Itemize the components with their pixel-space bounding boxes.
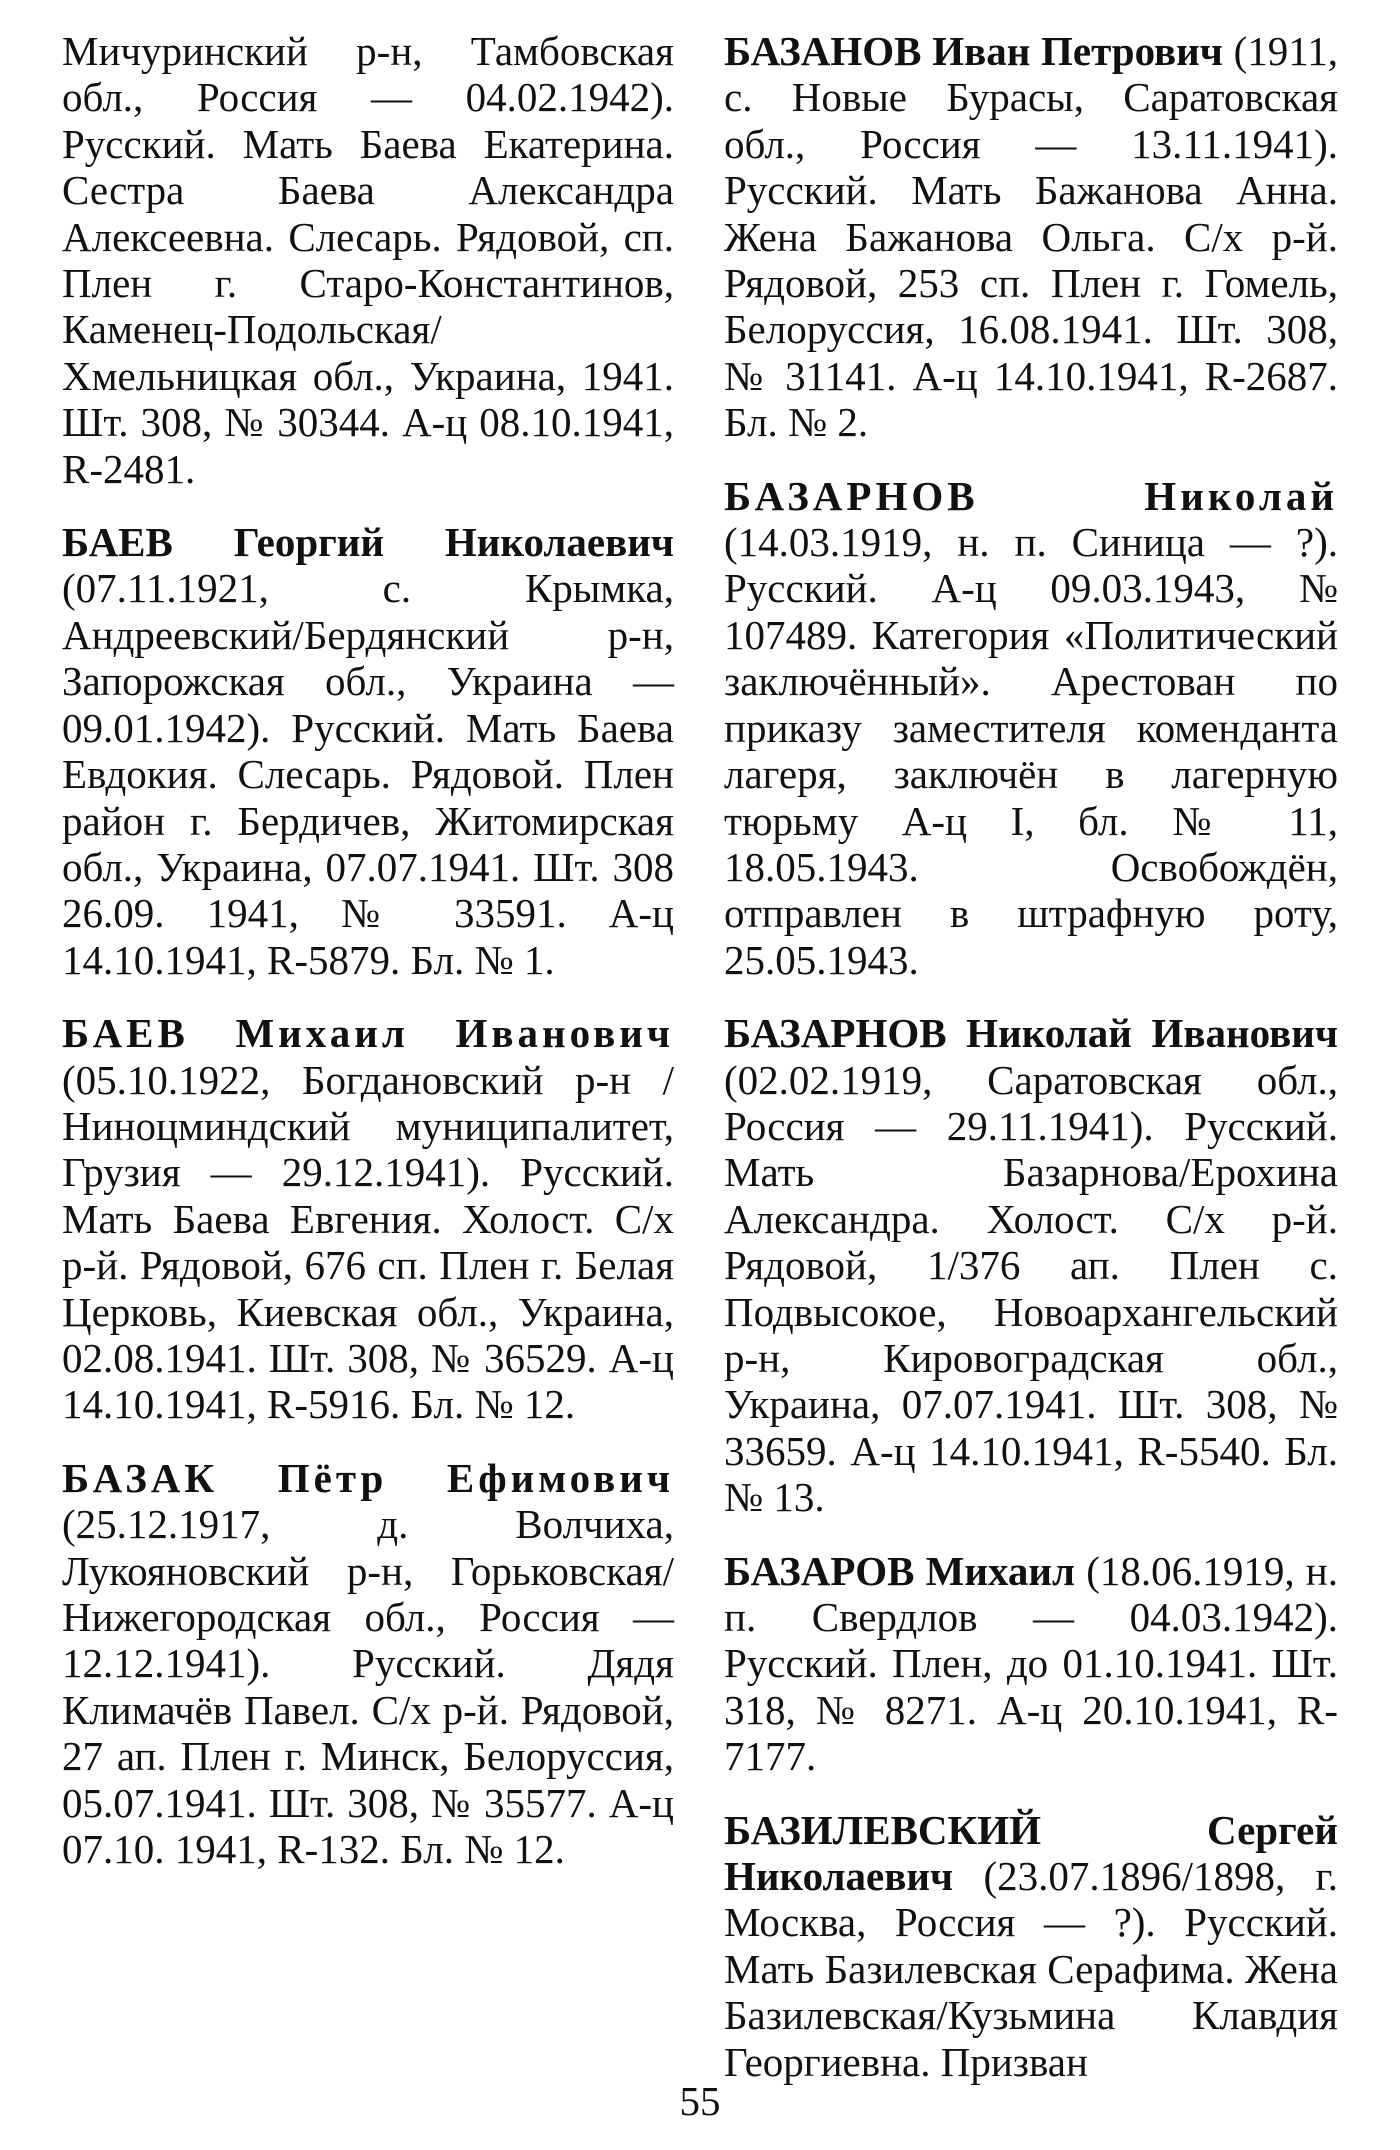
- right-column: [724, 28, 1338, 2112]
- entry-text: [724, 1010, 1338, 1520]
- entry-bazarnov-nikolay: [724, 473, 1338, 983]
- entry-name: БАЗАК Пётр Ефимович: [62, 1454, 674, 1501]
- entry-body: (18.06.1919, н. п. Свердлов — 04.03.1942). Русский. Плен, до 01.10.1941. Шт. 318, № 8271. А-ц 20.10.1941, R-7177.: [724, 1547, 1338, 1780]
- entry-bazanov-ivan: [724, 28, 1338, 446]
- left-column: [62, 28, 674, 1899]
- entry-bazak-petr: [62, 1455, 674, 1873]
- entry-body: (07.11.1921, с. Крымка, Андреевский/Бердянский р-н, Запорожская обл., Украина — 09.01.1942). Русский. Мать Баева Евдокия. Слесарь. Рядовой. Плен район г. Бердичев, Житомирская обл., Украина, 07.07.1941. Шт. 308 26.09. 1941, № 33591. А-ц 14.10.1941, R-5879. Бл. № 1.: [62, 565, 674, 983]
- entry-name: БАЗАНОВ Иван Петрович: [724, 28, 1223, 74]
- entry-bazarov-mikhail: [724, 1548, 1338, 1780]
- entry-text: [724, 28, 1338, 446]
- entry-name: БАЕВ Георгий Николаевич: [62, 519, 674, 566]
- entry-body: Мичуринский р-н, Тамбовская обл., Россия — 04.02.1942). Русский. Мать Баева Екатерина. Сестра Баева Александра Алексеевна. Слесарь. Рядовой, сп. Плен г. Старо-Константинов, Каменец-Подольская/Хмельницкая обл., Украина, 1941. Шт. 308, № 30344. А-ц 08.10.1941, R-2481.: [62, 28, 674, 492]
- entry-text: [62, 28, 674, 492]
- entry-body: (05.10.1922, Богдановский р-н / Ниноцминдский муниципалитет, Грузия — 29.12.1941). Русский. Мать Баева Евгения. Холост. С/х р-й. Рядовой, 676 сп. Плен г. Белая Церковь, Киевская обл., Украина, 02.08.1941. Шт. 308, № 36529. А-ц 14.10.1941, R-5916. Бл. № 12.: [62, 1056, 674, 1428]
- entry-body: (23.07.1896/1898, г. Москва, Россия — ?). Русский. Мать Базилевская Серафима. Жена Базилевская/Кузьмина Клавдия Георгиевна. Призван: [724, 1853, 1338, 2085]
- entry-name: БАЗАРНОВ Николай: [724, 472, 1338, 519]
- entry-text: [62, 519, 674, 983]
- entry-body: (1911, с. Новые Бурасы, Саратовская обл., Россия — 13.11.1941). Русский. Мать Бажанова Анна. Жена Бажанова Ольга. С/х р-й. Рядовой, 253 сп. Плен г. Гомель, Белоруссия, 16.08.1941. Шт. 308, № 31141. А-ц 14.10.1941, R-2687. Бл. № 2.: [724, 28, 1338, 446]
- entry-body: (02.02.1919, Саратовская обл., Россия — 29.11.1941). Русский. Мать Базарнова/Ерохина Александра. Холост. С/х р-й. Рядовой, 1/376 ап. Плен с. Подвысокое, Новоархангельский р-н, Кировоградская обл., Украина, 07.07.1941. Шт. 308, № 33659. А-ц 14.10.1941, R-5540. Бл. № 13.: [724, 1056, 1338, 1521]
- entry-continuation: [62, 28, 674, 492]
- page-number: 55: [679, 2078, 721, 2124]
- entry-text: [62, 1455, 674, 1873]
- entry-text: [724, 473, 1338, 983]
- entry-body: (25.12.1917, д. Волчиха, Лукояновский р-н, Горьковская/Нижегородская обл., Россия — 12.12.1941). Русский. Дядя Климачёв Павел. С/х р-й. Рядовой, 27 ап. Плен г. Минск, Белоруссия, 05.07.1941. Шт. 308, № 35577. А-ц 07.10. 1941, R-132. Бл. № 12.: [62, 1501, 674, 1873]
- entry-bazarnov-nikolay-ivanovich: [724, 1010, 1338, 1520]
- entry-text: [724, 1807, 1338, 2085]
- entry-baev-georgy: [62, 519, 674, 983]
- entry-name: БАЗИЛЕВСКИЙ Сергей Николаевич: [724, 1806, 1338, 1900]
- entry-body: (14.03.1919, н. п. Синица — ?). Русский. А-ц 09.03.1943, № 107489. Категория «Политический заключённый». Арестован по приказу заместителя коменданта лагеря, заключён в лагерную тюрьму А-ц I, бл. № 11, 18.05.1943. Освобождён, отправлен в штрафную роту, 25.05.1943.: [724, 519, 1338, 983]
- entry-baev-mikhail: [62, 1010, 674, 1428]
- entry-bazilevsky-sergey: [724, 1807, 1338, 2085]
- entry-name: БАЗАРНОВ Николай Иванович: [724, 1010, 1338, 1057]
- entry-text: [62, 1010, 674, 1428]
- entry-name: БАЗАРОВ Михаил: [724, 1547, 1076, 1594]
- entry-name: БАЕВ Михаил Иванович: [62, 1010, 674, 1057]
- entry-text: [724, 1548, 1338, 1780]
